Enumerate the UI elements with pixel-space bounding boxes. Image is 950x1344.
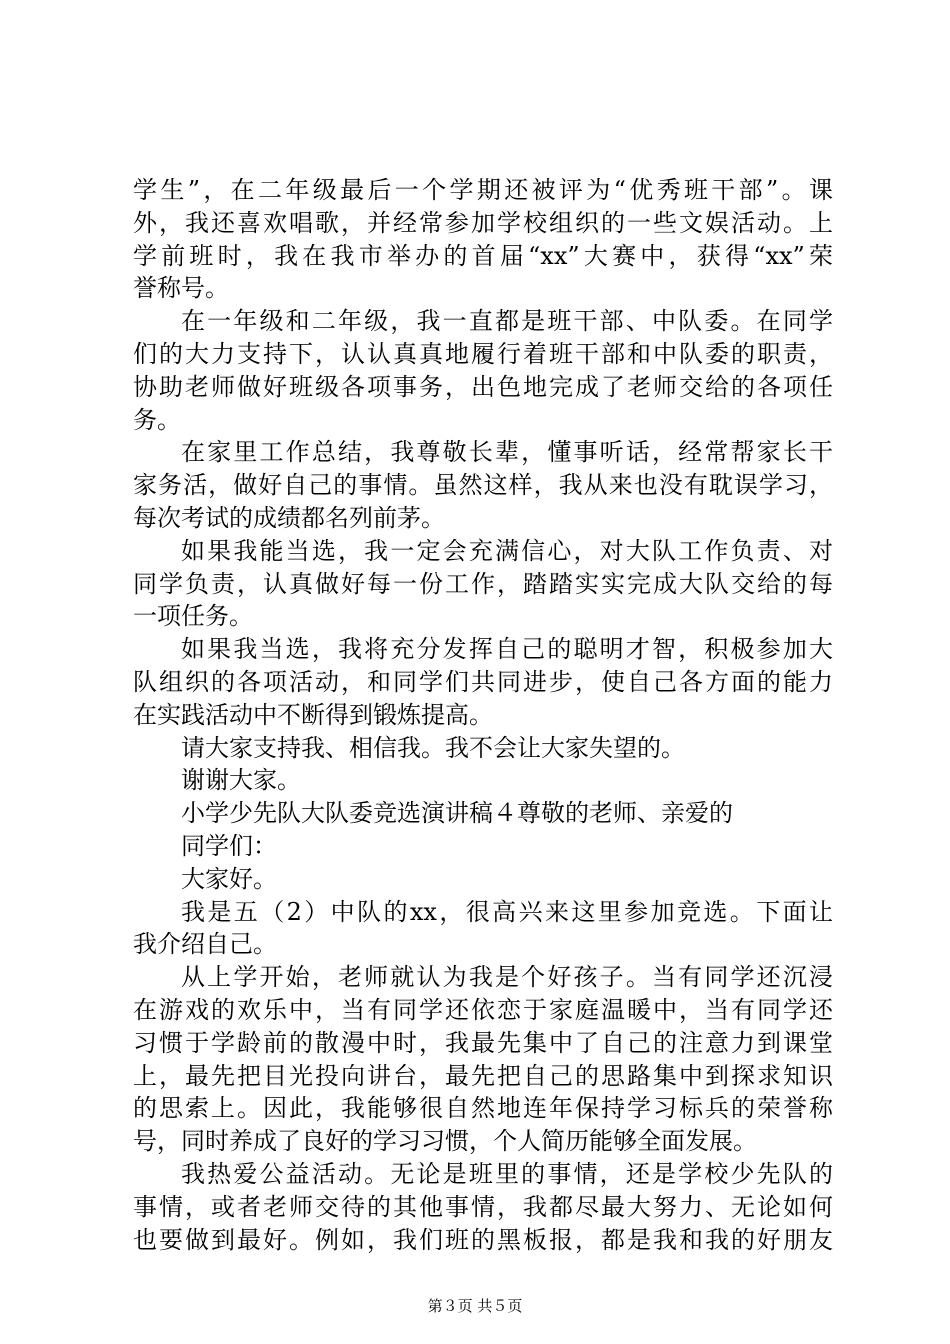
text-line: 也要做到最好。例如，我们班的黑板报，都是我和我的好朋友 [133, 1225, 833, 1254]
text-line: 外，我还喜欢唱歌，并经常参加学校组织的一些文娱活动。上 [133, 208, 833, 237]
text-line: 如果我当选，我将充分发挥自己的聪明才智，积极参加大 [181, 635, 833, 664]
text-line: 家务活，做好自己的事情。虽然这样，我从来也没有耽误学习， [133, 471, 833, 500]
text-line: 同学负责，认真做好每一份工作，踏踏实实完成大队交给的每 [133, 569, 833, 598]
text-line: 请大家支持我、相信我。我不会让大家失望的。 [181, 733, 685, 762]
text-line: 如果我能当选，我一定会充满信心，对大队工作负责、对 [181, 536, 833, 565]
text-line: 协助老师做好班级各项事务，出色地完成了老师交给的各项任 [133, 372, 833, 401]
page-footer: 第３页 共５页 [427, 1297, 523, 1315]
text-line: 在实践活动中不断得到锻炼提高。 [133, 700, 493, 729]
text-line: 学前班时，我在我市举办的首届“xx”大赛中，获得“xx”荣 [133, 241, 833, 270]
text-line: 从上学开始，老师就认为我是个好孩子。当有同学还沉浸 [181, 963, 833, 992]
text-line: 学生”，在二年级最后一个学期还被评为“优秀班干部”。课 [133, 176, 833, 204]
text-line: 誉称号。 [133, 274, 229, 303]
text-line: 在家里工作总结，我尊敬长辈，懂事听话，经常帮家长干 [181, 438, 833, 467]
text-line: 事情，或者老师交待的其他事情，我都尽最大努力、无论如何 [133, 1192, 833, 1221]
document-body [133, 174, 833, 1256]
text-line: 大家好。 [181, 864, 277, 893]
text-line: 小学少先队大队委竞选演讲稿４尊敬的老师、亲爱的 [181, 799, 733, 828]
text-line: 一项任务。 [133, 602, 253, 631]
text-line: 队组织的各项活动，和同学们共同进步，使自己各方面的能力 [133, 667, 833, 696]
text-line: 谢谢大家。 [181, 766, 301, 795]
text-line: 在一年级和二年级，我一直都是班干部、中队委。在同学 [181, 307, 833, 336]
text-line: 我介绍自己。 [133, 930, 277, 959]
text-line: 同学们： [181, 831, 277, 860]
text-line: 务。 [133, 405, 181, 434]
text-line: 号，同时养成了良好的学习习惯，个人简历能够全面发展。 [133, 1127, 757, 1156]
text-line: 在游戏的欢乐中，当有同学还依恋于家庭温暖中，当有同学还 [133, 995, 833, 1024]
text-line: 上，最先把目光投向讲台，最先把自己的思路集中到探求知识 [133, 1061, 833, 1090]
text-line: 每次考试的成绩都名列前茅。 [133, 503, 445, 532]
text-line: 我是五（2）中队的xx，很高兴来这里参加竞选。下面让 [181, 897, 833, 926]
text-line: 的思索上。因此，我能够很自然地连年保持学习标兵的荣誉称 [133, 1094, 833, 1123]
text-line: 我热爱公益活动。无论是班里的事情，还是学校少先队的 [181, 1159, 833, 1188]
text-line: 们的大力支持下，认认真真地履行着班干部和中队委的职责， [133, 339, 833, 368]
text-line: 习惯于学龄前的散漫中时，我最先集中了自己的注意力到课堂 [133, 1028, 833, 1057]
